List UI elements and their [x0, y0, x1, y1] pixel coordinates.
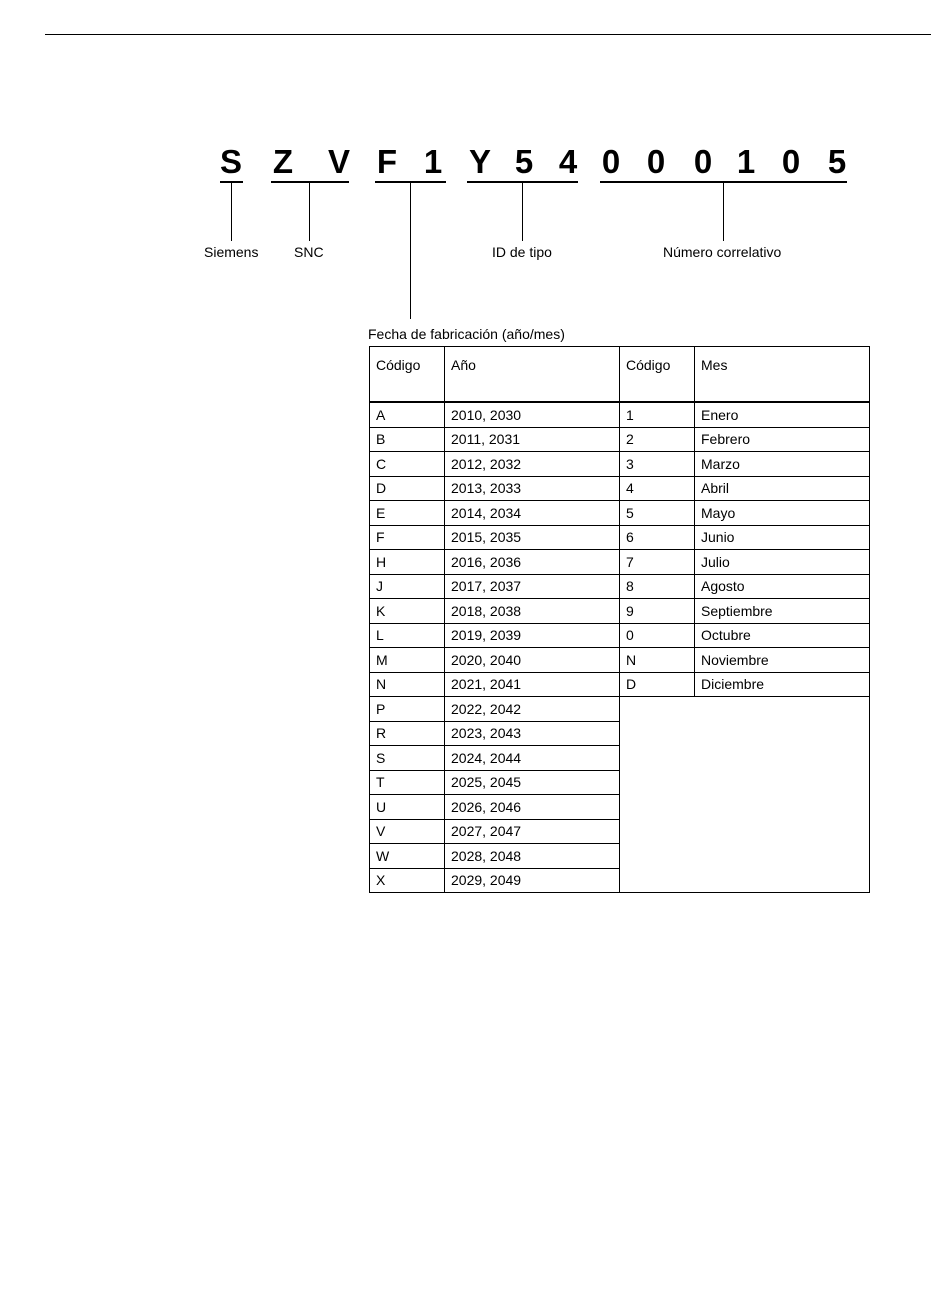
table-row: [370, 427, 870, 452]
year-cell: 2010, 2030: [445, 402, 620, 427]
month-code-cell: 2: [620, 427, 695, 452]
year-code-cell: N: [370, 672, 445, 697]
year-cell: 2013, 2033: [445, 476, 620, 501]
year-cell: 2011, 2031: [445, 427, 620, 452]
year-cell: 2024, 2044: [445, 746, 620, 771]
table-row: [370, 476, 870, 501]
year-code-cell: L: [370, 623, 445, 648]
year-cell: 2017, 2037: [445, 574, 620, 599]
year-cell: 2022, 2042: [445, 697, 620, 722]
serial-char: F: [376, 143, 398, 180]
table-row: [370, 574, 870, 599]
year-cell: 2027, 2047: [445, 819, 620, 844]
sequence-label: Número correlativo: [663, 244, 782, 260]
serial-char: 4: [558, 143, 578, 180]
header-month-code: Código: [620, 347, 695, 403]
year-cell: 2025, 2045: [445, 770, 620, 795]
year-code-cell: A: [370, 402, 445, 427]
month-cell: Marzo: [695, 452, 870, 477]
serial-char: 0: [781, 143, 801, 180]
month-cell: Febrero: [695, 427, 870, 452]
month-code-cell: 0: [620, 623, 695, 648]
month-cell: Junio: [695, 525, 870, 550]
month-cell: Diciembre: [695, 672, 870, 697]
year-cell: 2016, 2036: [445, 550, 620, 575]
year-code-cell: C: [370, 452, 445, 477]
type-id-label: ID de tipo: [492, 244, 552, 260]
month-cell: Agosto: [695, 574, 870, 599]
header-year-code: Código: [370, 347, 445, 403]
year-cell: 2029, 2049: [445, 868, 620, 893]
year-cell: 2012, 2032: [445, 452, 620, 477]
year-code-cell: S: [370, 746, 445, 771]
manufacture-date-table: [369, 346, 870, 893]
serial-char: 1: [423, 143, 443, 180]
siemens-leader: [231, 183, 232, 241]
month-cell: Enero: [695, 402, 870, 427]
serial-char: 5: [827, 143, 847, 180]
month-cell: Mayo: [695, 501, 870, 526]
date-leader: [410, 183, 411, 319]
year-cell: 2028, 2048: [445, 844, 620, 869]
serial-char: V: [327, 143, 350, 180]
serial-char: Z: [272, 143, 294, 180]
year-code-cell: T: [370, 770, 445, 795]
serial-char: S: [219, 143, 242, 180]
table-header-row: [370, 347, 870, 403]
year-code-cell: X: [370, 868, 445, 893]
year-code-cell: F: [370, 525, 445, 550]
year-cell: 2021, 2041: [445, 672, 620, 697]
table-row: [370, 402, 870, 427]
year-code-cell: K: [370, 599, 445, 624]
year-cell: 2015, 2035: [445, 525, 620, 550]
year-code-cell: W: [370, 844, 445, 869]
page-top-rule: [45, 34, 931, 35]
year-code-cell: B: [370, 427, 445, 452]
table-row: [370, 599, 870, 624]
empty-month-area: [620, 697, 870, 893]
table-row: [370, 501, 870, 526]
type-id-leader: [522, 183, 523, 241]
header-year: Año: [445, 347, 620, 403]
year-cell: 2023, 2043: [445, 721, 620, 746]
year-cell: 2019, 2039: [445, 623, 620, 648]
snc-underline: [271, 181, 349, 183]
year-cell: 2020, 2040: [445, 648, 620, 673]
table-row: [370, 648, 870, 673]
year-cell: 2018, 2038: [445, 599, 620, 624]
year-code-cell: R: [370, 721, 445, 746]
table-row: [370, 623, 870, 648]
year-cell: 2014, 2034: [445, 501, 620, 526]
year-code-cell: H: [370, 550, 445, 575]
month-code-cell: 5: [620, 501, 695, 526]
month-cell: Noviembre: [695, 648, 870, 673]
manufacture-date-label: Fecha de fabricación (año/mes): [368, 326, 565, 342]
month-cell: Abril: [695, 476, 870, 501]
year-code-cell: M: [370, 648, 445, 673]
header-month: Mes: [695, 347, 870, 403]
table-row: [370, 550, 870, 575]
serial-char: 5: [514, 143, 534, 180]
month-code-cell: 3: [620, 452, 695, 477]
month-code-cell: 7: [620, 550, 695, 575]
year-code-cell: P: [370, 697, 445, 722]
siemens-label: Siemens: [204, 244, 259, 260]
serial-char: Y: [468, 143, 491, 180]
month-cell: Septiembre: [695, 599, 870, 624]
month-cell: Octubre: [695, 623, 870, 648]
year-code-cell: D: [370, 476, 445, 501]
month-code-cell: 1: [620, 402, 695, 427]
serial-char: 1: [736, 143, 756, 180]
year-code-cell: J: [370, 574, 445, 599]
sequence-leader: [723, 183, 724, 241]
month-code-cell: 4: [620, 476, 695, 501]
month-code-cell: N: [620, 648, 695, 673]
snc-leader: [309, 183, 310, 241]
table-row: [370, 525, 870, 550]
table-row: [370, 672, 870, 697]
year-code-cell: U: [370, 795, 445, 820]
month-code-cell: 9: [620, 599, 695, 624]
month-code-cell: 6: [620, 525, 695, 550]
year-cell: 2026, 2046: [445, 795, 620, 820]
serial-char: 0: [646, 143, 666, 180]
month-code-cell: D: [620, 672, 695, 697]
serial-char: 0: [601, 143, 621, 180]
month-cell: Julio: [695, 550, 870, 575]
table-row: [370, 452, 870, 477]
month-code-cell: 8: [620, 574, 695, 599]
year-code-cell: E: [370, 501, 445, 526]
serial-char: 0: [693, 143, 713, 180]
snc-label: SNC: [294, 244, 324, 260]
year-code-cell: V: [370, 819, 445, 844]
table-row: [370, 697, 870, 722]
